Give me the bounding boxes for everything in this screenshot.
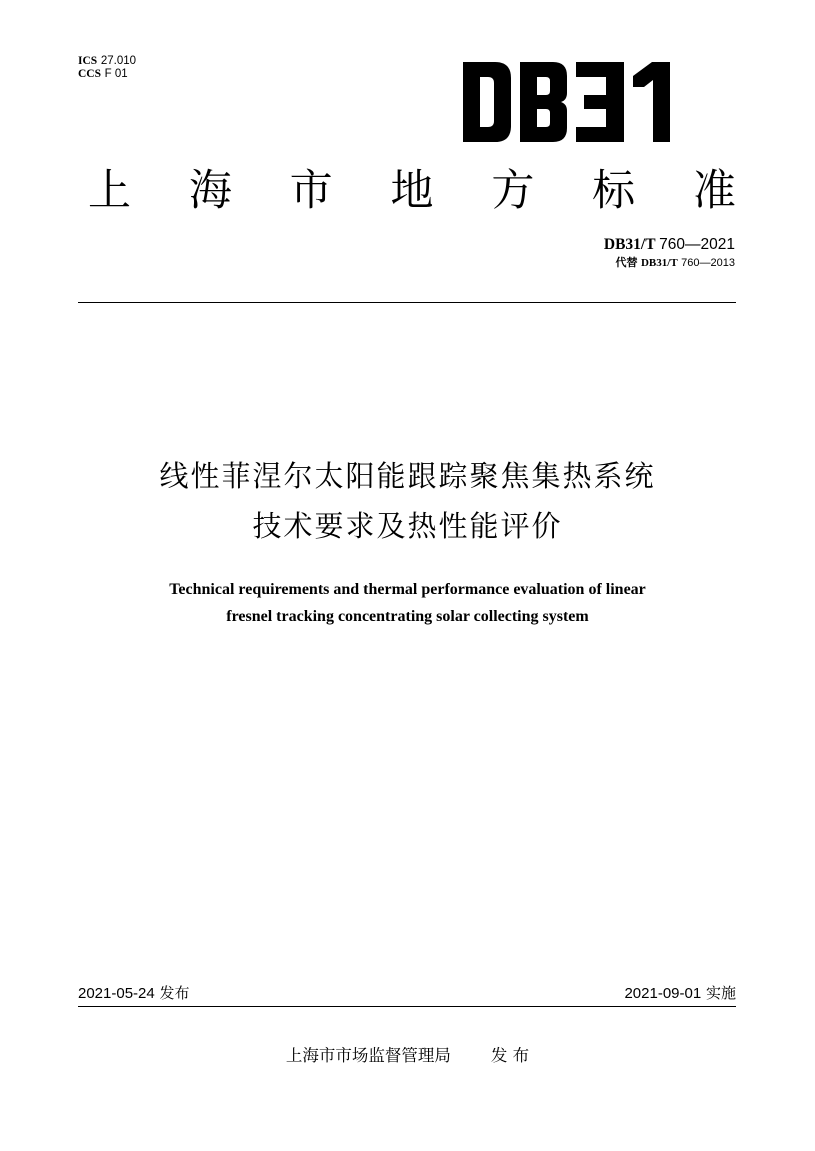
standard-type-title	[88, 163, 736, 219]
footer-divider	[78, 1006, 736, 1007]
replaces-label: 代替	[615, 256, 638, 269]
ics-value: 27.010	[100, 55, 137, 67]
standard-type-char: 上	[88, 166, 131, 216]
replaces-document	[615, 256, 735, 270]
standard-type-char: 标	[592, 166, 636, 216]
title-cn-line1: 线性菲涅尔太阳能跟踪聚焦集热系统	[159, 459, 656, 493]
ccs-value: F 01	[104, 68, 128, 80]
publisher	[0, 1044, 815, 1068]
document-number	[604, 236, 735, 254]
ics-code	[78, 54, 136, 68]
standard-type-char: 海	[188, 166, 232, 216]
header-divider	[78, 302, 736, 303]
ccs-code	[78, 67, 128, 81]
issue-date-value: 2021-05-24	[78, 985, 155, 1002]
implement-date	[624, 983, 736, 1004]
title-en-line2: fresnel tracking concentrating solar collecting system	[226, 608, 589, 625]
implement-date-value: 2021-09-01	[624, 985, 702, 1002]
publisher-action: 发 布	[490, 1046, 530, 1065]
issue-date-label: 发布	[159, 984, 190, 1002]
ccs-label: CCS	[78, 68, 102, 80]
title-en-line1: Technical requirements and thermal performance evaluation of linear	[169, 581, 646, 598]
publisher-name: 上海市市场监督管理局	[285, 1046, 451, 1065]
replaces-number: 760—2013	[681, 257, 735, 269]
ics-label: ICS	[78, 55, 98, 67]
db31-logo	[463, 62, 689, 142]
standard-type-char: 地	[390, 166, 434, 216]
title-cn-line2: 技术要求及热性能评价	[252, 509, 563, 543]
document-number-value: 760—2021	[659, 236, 735, 253]
standard-type-char: 准	[692, 166, 736, 216]
document-number-prefix: DB31/T	[603, 236, 656, 253]
replaces-code: DB31/T	[640, 257, 678, 269]
issue-date	[78, 983, 190, 1004]
standard-type-char: 市	[289, 166, 333, 216]
standard-type-char: 方	[491, 166, 535, 216]
implement-date-label: 实施	[705, 984, 736, 1002]
